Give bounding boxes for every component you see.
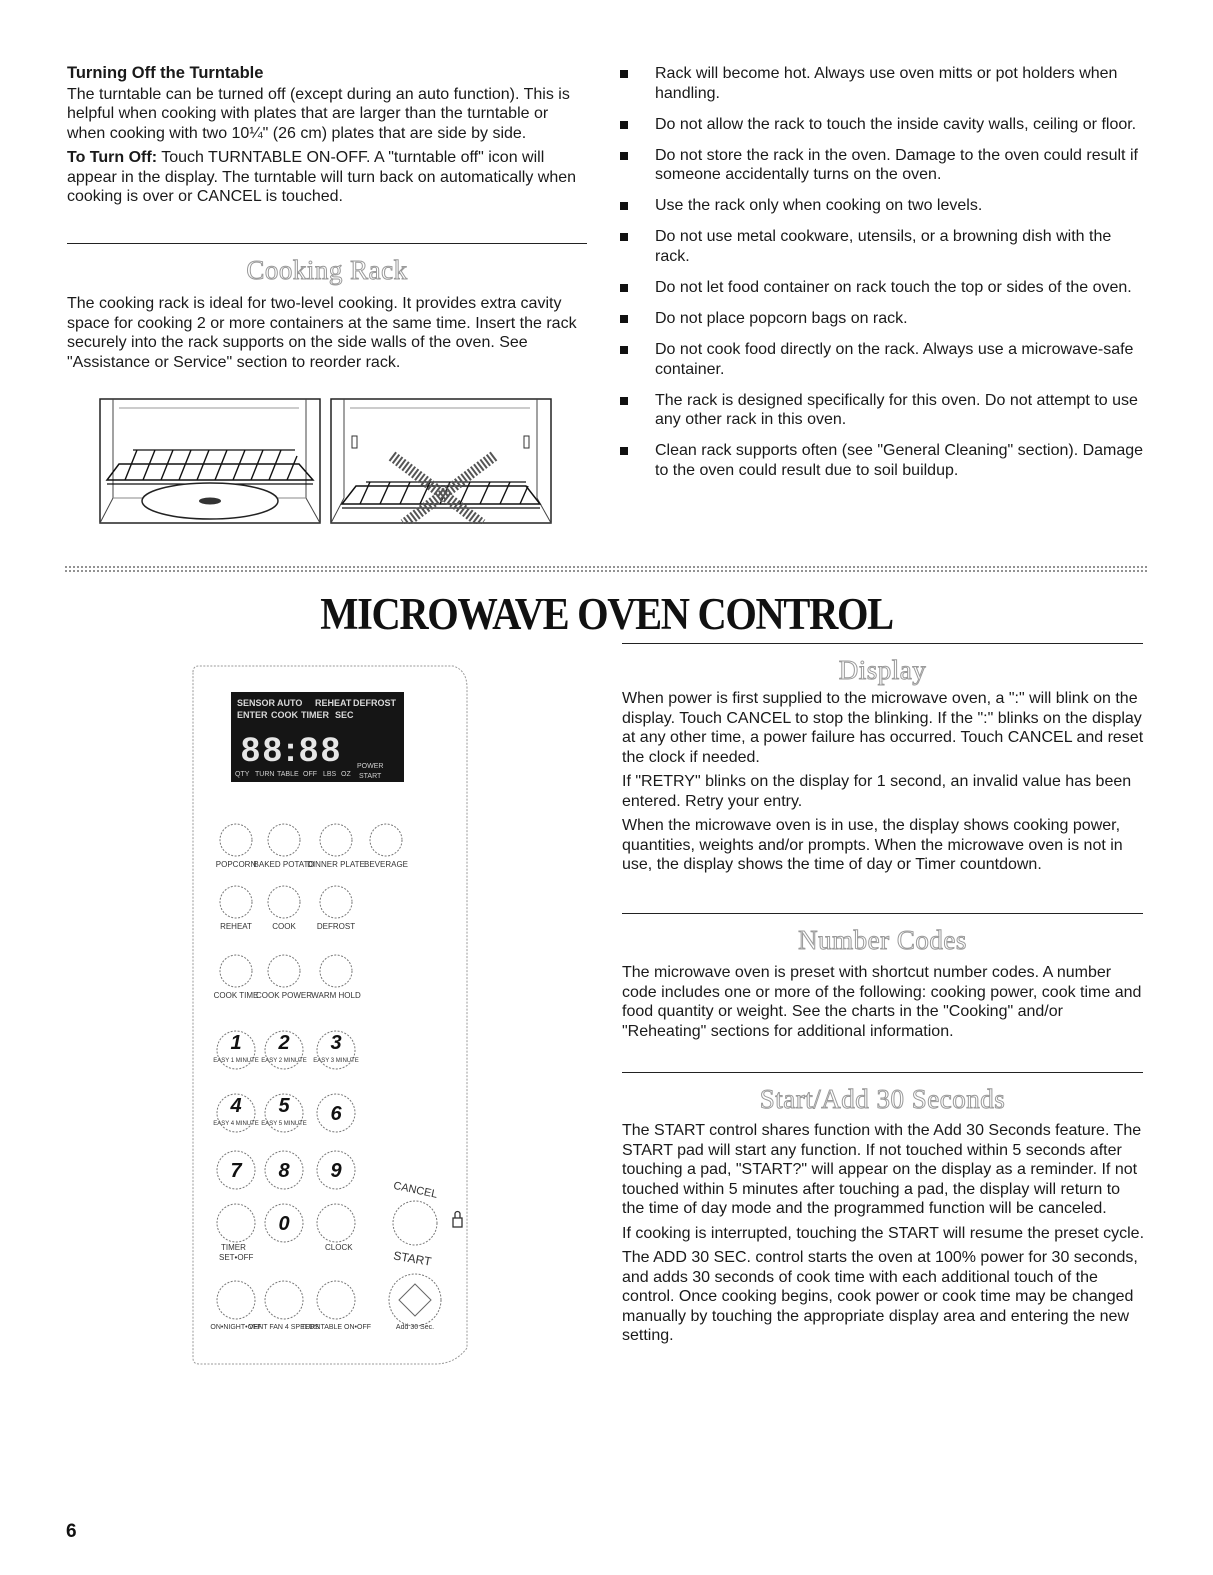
- display-bottom-label: LBS: [323, 771, 337, 778]
- list-item: Do not cook food directly on the rack. Always use a microwave-safe container.: [619, 340, 1149, 379]
- bullet-square-icon: [620, 202, 628, 210]
- turn-off-label: To Turn Off:: [67, 149, 158, 166]
- display-top-label: AUTO: [277, 698, 303, 708]
- key-sublabel: EASY 3 MINUTE: [313, 1058, 359, 1064]
- list-item: Do not let food container on rack touch the top or sides of the oven.: [619, 278, 1149, 298]
- display-bottom-label: OFF: [303, 771, 317, 778]
- key-label-defrost: DEFROST: [316, 922, 356, 931]
- key-4: 4: [230, 1095, 242, 1117]
- display-top-label: SENSOR: [237, 698, 276, 708]
- display-bottom-label: QTY: [235, 771, 250, 778]
- key-9: 9: [330, 1160, 342, 1182]
- divider-rule: [622, 1072, 1143, 1073]
- key-label-beverage: BEVERAGE: [363, 860, 409, 869]
- key-label-warm-hold: WARM HOLD: [311, 991, 361, 1000]
- key-label-start: START: [392, 1248, 433, 1269]
- divider-rule: [622, 913, 1143, 914]
- turntable-paragraph: The turntable can be turned off (except during an auto function). This is helpful when cooking with plates that are larger than the turntable or when cooking with two 10¼" (26 cm) plates that are side by side.: [67, 85, 570, 142]
- bullet-square-icon: [620, 233, 628, 241]
- key-label-timer: TIMER: [221, 1243, 246, 1252]
- bullet-square-icon: [620, 284, 628, 292]
- display-bottom-label: POWER: [357, 763, 384, 770]
- display-bottom-label: TABLE: [277, 771, 299, 778]
- key-6: 6: [330, 1103, 342, 1125]
- list-item: Do not allow the rack to touch the inside cavity walls, ceiling or floor.: [619, 115, 1149, 135]
- key-label-reheat: REHEAT: [220, 922, 252, 931]
- key-sublabel: EASY 5 MINUTE: [261, 1121, 307, 1127]
- cooking-rack-paragraph: The cooking rack is ideal for two-level cooking. It provides extra cavity space for cooking 2 or more containers at the same time. Insert the rack securely into the rack supports on the side walls of the oven. See "Assistance or Service" section to reorder rack.: [67, 295, 577, 371]
- key-label-cook-time: COOK TIME: [213, 991, 259, 1000]
- key-8: 8: [278, 1160, 290, 1182]
- start-add-paragraph: The START control shares function with the Add 30 Seconds feature. The START pad will start any function. If not touched within 5 seconds after touching a pad, "START?" will appear on the display as a reminder. If not touched within 5 minutes after touching a pad, the display will return to the time of day mode and the programmed function will be canceled.: [622, 1122, 1142, 1217]
- key-label-vent-fan: VENT FAN 4 SPEEDS: [248, 1324, 320, 1331]
- display-top-label: REHEAT: [315, 698, 352, 708]
- key-label-baked-potato: BAKED POTATO: [253, 860, 315, 869]
- key-3: 3: [330, 1032, 342, 1054]
- list-item: Do not place popcorn bags on rack.: [619, 309, 1149, 329]
- display-digits: 88:88: [241, 731, 343, 769]
- bullet-square-icon: [620, 447, 628, 455]
- start-add-paragraph: If cooking is interrupted, touching the START will resume the preset cycle.: [622, 1224, 1145, 1242]
- key-label-night-light: ON•NIGHT•OFF: [210, 1324, 262, 1331]
- section-divider-band: [64, 565, 1148, 574]
- key-label-dinner-plate: DINNER PLATE: [307, 860, 365, 869]
- key-label-cook: COOK: [272, 922, 296, 931]
- display-bottom-label: START: [359, 773, 382, 780]
- start-add-heading: Start/Add 30 Seconds: [759, 1084, 1006, 1114]
- rack-incorrect-illustration: [330, 398, 552, 524]
- display-mid-label: TIMER: [301, 710, 329, 720]
- key-1: 1: [230, 1032, 242, 1054]
- display-paragraph: If "RETRY" blinks on the display for 1 second, an invalid value has been entered. Retry your entry.: [622, 773, 1132, 810]
- list-item: Do not use metal cookware, utensils, or a browning dish with the rack.: [619, 227, 1149, 266]
- display-bottom-label: OZ: [341, 771, 351, 778]
- cooking-rack-heading: Cooking Rack: [246, 255, 408, 285]
- bullet-square-icon: [620, 346, 628, 354]
- display-mid-label: COOK: [271, 710, 298, 720]
- list-item: Rack will become hot. Always use oven mitts or pot holders when handling.: [619, 64, 1149, 103]
- display-section: [622, 689, 1146, 875]
- key-label-popcorn: POPCORN: [215, 860, 257, 869]
- page-number: 6: [66, 1521, 77, 1542]
- divider-rule: [622, 643, 1143, 644]
- key-7: 7: [230, 1160, 242, 1182]
- key-label-clock: CLOCK: [325, 1243, 353, 1252]
- rack-bullet-list: [619, 64, 1149, 492]
- bullet-square-icon: [620, 121, 628, 129]
- display-paragraph: When the microwave oven is in use, the display shows cooking power, quantities, weights and/or prompts. When the microwave oven is not in use, the display shows the time of day or Timer countdown.: [622, 817, 1123, 873]
- display-heading: Display: [838, 655, 927, 685]
- display-paragraph: When power is first supplied to the microwave oven, a ":" will blink on the display. Touch CANCEL to stop the blinking. If the ":" blinks on the display at any other time, a power failure has occurred. Touch CANCEL and reset the clock if needed.: [622, 690, 1144, 766]
- number-codes-heading: Number Codes: [798, 925, 967, 955]
- number-codes-paragraph: The microwave oven is preset with shortcut number codes. A number code includes one or more of the following: cooking power, cook time and food quantity or weight. See the charts in the "Cooking" and/or "Reheating" sections for additional information.: [622, 964, 1142, 1040]
- display-mid-label: ENTER: [237, 710, 268, 720]
- key-5: 5: [278, 1095, 290, 1117]
- bullet-square-icon: [620, 315, 628, 323]
- turntable-heading: Turning Off the Turntable: [67, 64, 264, 82]
- turn-off-paragraph: [67, 148, 587, 207]
- key-sublabel: EASY 4 MINUTE: [213, 1121, 259, 1127]
- key-label-add-30-sec: Add 30 Sec.: [395, 1324, 435, 1331]
- turntable-section: [67, 64, 587, 207]
- key-label-timer-set-off: SET•OFF: [219, 1253, 254, 1262]
- key-2: 2: [278, 1032, 290, 1054]
- list-item: Do not store the rack in the oven. Damage to the oven could result if someone accidentally turns on the oven.: [619, 146, 1149, 185]
- page-title: MICROWAVE OVEN CONTROL: [320, 589, 893, 639]
- control-panel-illustration: [185, 658, 470, 1370]
- display-mid-label: SEC: [335, 710, 354, 720]
- rack-correct-illustration: [99, 398, 321, 524]
- display-top-label: DEFROST: [353, 698, 397, 708]
- list-item: Clean rack supports often (see "General Cleaning" section). Damage to the oven could result due to soil buildup.: [619, 441, 1149, 480]
- start-add-section: [622, 1121, 1146, 1346]
- list-item: Use the rack only when cooking on two levels.: [619, 196, 1149, 216]
- bullet-square-icon: [620, 70, 628, 78]
- key-0: 0: [278, 1213, 290, 1235]
- key-label-cook-power: COOK POWER: [255, 991, 313, 1000]
- start-add-paragraph: The ADD 30 SEC. control starts the oven at 100% power for 30 seconds, and adds 30 seconds of cook time with each additional touch of the control. Once cooking begins, cook power or cook time may be changed manually by touching the appropriate display area and entering the new setting.: [622, 1249, 1138, 1344]
- key-label-cancel: CANCEL: [392, 1179, 439, 1201]
- bullet-square-icon: [620, 397, 628, 405]
- key-sublabel: EASY 1 MINUTE: [213, 1058, 259, 1064]
- display-bottom-label: TURN: [255, 771, 275, 778]
- bullet-square-icon: [620, 152, 628, 160]
- key-label-turntable: TURNTABLE ON•OFF: [301, 1324, 371, 1331]
- divider-rule: [67, 243, 587, 244]
- list-item: The rack is designed specifically for this oven. Do not attempt to use any other rack in this oven.: [619, 391, 1149, 430]
- key-sublabel: EASY 2 MINUTE: [261, 1058, 307, 1064]
- turn-off-text: Touch TURNTABLE ON-OFF. A "turntable off" icon will appear in the display. The turntable will turn back on automatically when cooking is over or CANCEL is touched.: [67, 149, 577, 205]
